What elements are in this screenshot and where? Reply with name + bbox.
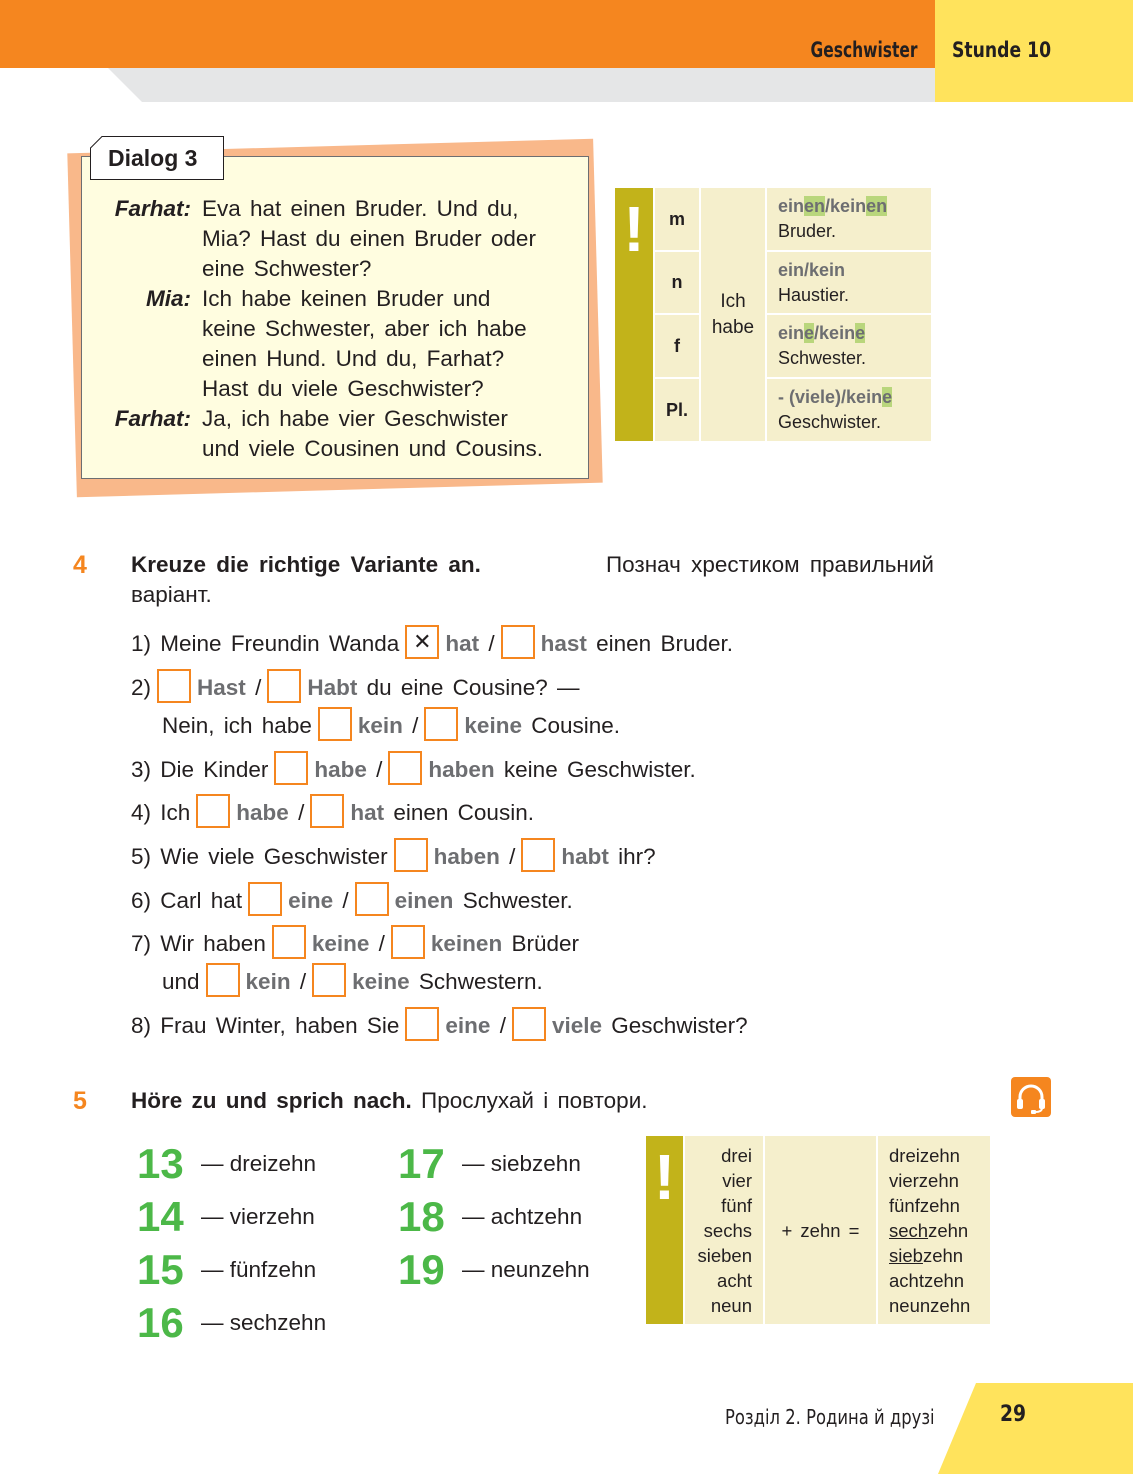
article-stem: kein <box>809 260 846 280</box>
item-text: Schwestern. <box>418 969 543 994</box>
checkbox[interactable] <box>310 794 344 828</box>
checkbox[interactable] <box>196 794 230 828</box>
number-entry <box>137 1246 316 1294</box>
dialog-sentence: Hast du viele Geschwister? <box>202 376 484 401</box>
number-word: — vierzehn <box>201 1204 315 1229</box>
checkbox[interactable] <box>274 751 308 785</box>
item-text: Schwester. <box>462 888 573 913</box>
base-number: sechs <box>703 1220 752 1241</box>
dialog-line <box>96 254 576 284</box>
dialog-sentence: keine Schwester, aber ich habe <box>202 316 527 341</box>
dialog-sentence: Mia? Hast du einen Bruder oder <box>202 226 536 251</box>
article-ending: e <box>804 323 815 343</box>
dialog-line <box>96 434 576 464</box>
article-cell <box>767 252 931 313</box>
result-number: vierzehn <box>889 1170 959 1191</box>
item-text: Geschwister? <box>611 1013 748 1038</box>
number-digit: 16 <box>137 1299 184 1346</box>
option-label: haben <box>433 844 500 869</box>
task-title-ua: Прослухай і повтори. <box>421 1088 648 1113</box>
option-label: habt <box>561 844 609 869</box>
article-stem: kein <box>819 323 856 343</box>
article-stem: ein <box>778 196 805 216</box>
dialog-sentence: Ich habe keinen Bruder und <box>202 286 491 311</box>
checkbox[interactable] <box>391 925 425 959</box>
exercise-item <box>131 886 573 916</box>
dialog-speaker: Farhat: <box>114 406 191 431</box>
result-number: siebzehn <box>889 1245 964 1266</box>
option-label: hast <box>540 631 587 656</box>
number-word: — achtzehn <box>462 1204 583 1229</box>
base-number: fünf <box>721 1195 752 1216</box>
option-label: keinen <box>430 931 503 956</box>
article-separator: / <box>841 387 847 407</box>
option-label: keine <box>352 969 410 994</box>
number-entry <box>137 1140 316 1188</box>
dialog-sentence: Eva hat einen Bruder. Und du, <box>202 196 519 221</box>
checkbox[interactable] <box>312 963 346 997</box>
base-number: sieben <box>697 1245 752 1266</box>
exercise-item <box>162 711 620 741</box>
article-stem: kein <box>830 196 867 216</box>
gender-cell: m <box>655 188 699 250</box>
checkbox[interactable] <box>267 669 301 703</box>
zehn-grammar-table <box>646 1136 990 1324</box>
headphones-icon[interactable] <box>1011 1077 1051 1117</box>
dialog-line <box>96 344 576 374</box>
dialog-line <box>96 314 576 344</box>
article-ending: e <box>855 323 866 343</box>
exercise-item <box>162 967 543 997</box>
number-entry <box>137 1299 326 1347</box>
number-entry <box>137 1193 315 1241</box>
option-label: hat <box>445 631 480 656</box>
item-number: 2) <box>131 675 152 700</box>
verb-cell <box>701 188 765 441</box>
option-separator: / <box>412 713 419 738</box>
article-stem: ein <box>778 323 805 343</box>
item-number: 6) <box>131 888 152 913</box>
checkbox[interactable] <box>157 669 191 703</box>
option-label: haben <box>428 757 495 782</box>
number-entry <box>398 1246 590 1294</box>
checkbox[interactable] <box>248 882 282 916</box>
number-word: — fünfzehn <box>201 1257 317 1282</box>
article-separator: / <box>804 260 810 280</box>
article-noun: Haustier. <box>778 285 850 305</box>
checkbox[interactable] <box>424 707 458 741</box>
option-label: habe <box>314 757 367 782</box>
article-ending: en <box>804 196 826 216</box>
dialog-sentence: eine Schwester? <box>202 256 372 281</box>
option-label: hat <box>350 800 385 825</box>
dialog-sentence: und viele Cousinen und Cousins. <box>202 436 543 461</box>
task-title-de: Höre zu und sprich nach. <box>131 1088 412 1113</box>
base-number: drei <box>721 1145 752 1166</box>
item-text: und <box>162 969 200 994</box>
dialog-line <box>96 404 576 434</box>
number-entry <box>398 1140 581 1188</box>
checkbox[interactable] <box>355 882 389 916</box>
dialog-sentence: einen Hund. Und du, Farhat? <box>202 346 505 371</box>
result-numbers-cell <box>878 1136 990 1324</box>
number-digit: 14 <box>137 1193 184 1240</box>
formula-text: + zehn = <box>781 1219 860 1241</box>
checkbox[interactable] <box>394 838 428 872</box>
checkbox[interactable] <box>318 707 352 741</box>
dialog-line <box>96 374 576 404</box>
number-word: — sechzehn <box>201 1310 327 1335</box>
dialog-title: Dialog 3 <box>108 145 198 171</box>
article-separator: / <box>825 196 831 216</box>
item-text: keine Geschwister. <box>503 757 696 782</box>
number-word: — neunzehn <box>462 1257 590 1282</box>
exercise-item <box>131 629 733 659</box>
lesson-label: Stunde 10 <box>952 38 1052 62</box>
article-noun: Bruder. <box>778 221 837 241</box>
checkbox[interactable] <box>405 1007 439 1041</box>
option-label: kein <box>245 969 291 994</box>
option-separator: / <box>488 631 495 656</box>
article-stem: kein <box>846 387 883 407</box>
base-numbers-cell <box>685 1136 763 1324</box>
item-text: einen Cousin. <box>393 800 534 825</box>
task-title-ua: Познач хрестиком правильний <box>605 552 934 577</box>
footer-section: Розділ 2. Родина й друзі <box>725 1405 935 1429</box>
exercise-item <box>131 1011 748 1041</box>
dialog-line <box>96 224 576 254</box>
result-number: dreizehn <box>889 1145 960 1166</box>
task-heading <box>131 550 934 610</box>
exclamation-icon: ! <box>653 1141 676 1213</box>
option-label: habe <box>236 800 289 825</box>
number-word: — dreizehn <box>201 1151 317 1176</box>
dialog-sentence: Ja, ich habe vier Geschwister <box>202 406 508 431</box>
gender-cell: f <box>655 315 699 377</box>
item-text: einen Bruder. <box>596 631 733 656</box>
item-number: 5) <box>131 844 152 869</box>
task-title-de: Kreuze die richtige Variante an. <box>131 552 481 577</box>
article-cell <box>767 379 931 441</box>
gender-cell: Pl. <box>655 379 699 441</box>
item-text: Nein, ich habe <box>162 713 312 738</box>
checkbox[interactable] <box>206 963 240 997</box>
exercise-item <box>131 929 579 959</box>
task-number: 4 <box>73 551 87 579</box>
number-digit: 18 <box>398 1193 445 1240</box>
item-number: 7) <box>131 931 152 956</box>
result-number: achtzehn <box>889 1270 965 1291</box>
option-label: viele <box>551 1013 603 1038</box>
checkbox[interactable] <box>501 625 535 659</box>
number-digit: 15 <box>137 1246 184 1293</box>
exercise-item <box>131 755 696 785</box>
checkbox[interactable] <box>272 925 306 959</box>
result-number: sechzehn <box>889 1220 969 1241</box>
exercise-item <box>131 842 656 872</box>
item-text: Cousine. <box>531 713 621 738</box>
formula-cell <box>765 1136 876 1324</box>
dialog-line <box>96 284 576 314</box>
dialog-speaker: Mia: <box>146 286 191 311</box>
item-text: Die Kinder <box>160 757 269 782</box>
dialog-speaker: Farhat: <box>114 196 191 221</box>
article-noun: Schwester. <box>778 348 867 368</box>
option-separator: / <box>509 844 516 869</box>
item-text: Wie viele Geschwister <box>160 844 388 869</box>
checkbox[interactable] <box>388 751 422 785</box>
option-separator: / <box>255 675 262 700</box>
headphones-icon-graphic <box>1011 1077 1051 1117</box>
checkbox-checked[interactable] <box>405 625 439 659</box>
number-digit: 13 <box>137 1140 184 1187</box>
dialog-line <box>96 194 576 224</box>
exclamation-icon: ! <box>623 193 645 265</box>
result-number: fünfzehn <box>889 1195 960 1216</box>
article-ending: en <box>866 196 888 216</box>
dialog-text <box>96 194 576 464</box>
item-text: Meine Freundin Wanda <box>160 631 400 656</box>
task-heading <box>131 1086 648 1116</box>
option-label: keine <box>464 713 522 738</box>
task-number: 5 <box>73 1087 87 1115</box>
item-text: ihr? <box>618 844 656 869</box>
number-digit: 19 <box>398 1246 445 1293</box>
article-cell <box>767 315 931 377</box>
exercise-item <box>131 673 579 703</box>
number-entry <box>398 1193 582 1241</box>
article-grammar-table <box>615 188 931 441</box>
item-number: 8) <box>131 1013 152 1038</box>
option-separator: / <box>378 931 385 956</box>
option-label: Hast <box>197 675 246 700</box>
option-separator: / <box>299 969 307 994</box>
page-number: 29 <box>1000 1402 1027 1427</box>
base-number: acht <box>717 1270 752 1291</box>
number-digit: 17 <box>398 1140 445 1187</box>
checkbox[interactable] <box>512 1007 546 1041</box>
number-word: — siebzehn <box>462 1151 581 1176</box>
base-number: neun <box>710 1295 752 1316</box>
footer-page-bg <box>938 1383 1133 1474</box>
option-label: kein <box>357 713 403 738</box>
item-text: Ich <box>160 800 191 825</box>
item-text: du eine Cousine? — <box>366 675 580 700</box>
item-number: 3) <box>131 757 152 782</box>
option-label: eine <box>288 888 334 913</box>
option-separator: / <box>298 800 305 825</box>
article-cell <box>767 188 931 250</box>
option-separator: / <box>376 757 383 782</box>
task-title-ua-cont: варіант. <box>131 582 212 607</box>
article-noun: Geschwister. <box>778 412 882 432</box>
option-separator: / <box>342 888 349 913</box>
article-ending: e <box>882 387 893 407</box>
checkbox[interactable] <box>521 838 555 872</box>
article-separator: / <box>814 323 820 343</box>
item-text: Brüder <box>511 931 579 956</box>
item-text: Carl hat <box>160 888 243 913</box>
result-number: neunzehn <box>889 1295 971 1316</box>
article-stem: ein <box>778 260 805 280</box>
gender-cell: n <box>655 252 699 313</box>
chapter-title: Geschwister <box>810 38 918 62</box>
option-label: Habt <box>307 675 358 700</box>
base-number: vier <box>722 1170 752 1191</box>
item-text: Frau Winter, haben Sie <box>160 1013 400 1038</box>
option-label: eine <box>445 1013 491 1038</box>
verb-text: Ich habe <box>711 290 755 338</box>
article-stem: - (viele) <box>778 387 842 407</box>
item-text: Wir haben <box>160 931 266 956</box>
header-shade <box>108 68 938 102</box>
item-number: 4) <box>131 800 152 825</box>
option-label: keine <box>311 931 370 956</box>
option-separator: / <box>499 1013 506 1038</box>
exercise-item <box>131 798 534 828</box>
option-label: einen <box>394 888 454 913</box>
item-number: 1) <box>131 631 152 656</box>
